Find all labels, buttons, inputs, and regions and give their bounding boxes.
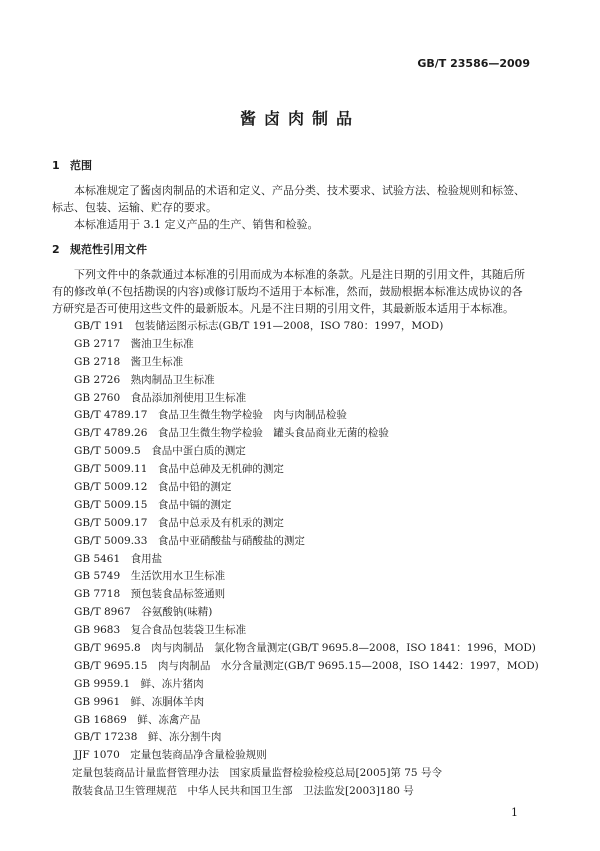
page-number: 1 [511, 806, 518, 819]
reference-item: GB/T 9695.8 肉与肉制品 氯化物含量测定(GB/T 9695.8—2008，ISO 1841：1996，MOD) [74, 642, 536, 655]
reference-item: GB/T 4789.17 食品卫生微生物学检验 肉与肉制品检验 [74, 409, 347, 422]
reference-item: GB 2760 食品添加剂使用卫生标准 [74, 391, 247, 404]
document-title: 酱卤肉制品 [239, 109, 360, 128]
scope-paragraph: 本标准规定了酱卤肉制品的术语和定义、产品分类、技术要求、试验方法、检验规则和标签、标志、包装、运输、贮存的要求。 [52, 184, 525, 214]
section-2-heading [52, 241, 147, 257]
reference-item: GB/T 4789.26 食品卫生微生物学检验 罐头食品商业无菌的检验 [74, 427, 389, 440]
reference-item: GB 2718 酱卫生标准 [74, 355, 184, 368]
reference-item: GB 9683 复合食品包装袋卫生标准 [74, 624, 247, 637]
reference-item: GB/T 5009.5 食品中蛋白质的测定 [74, 445, 246, 458]
reference-item: GB/T 5009.12 食品中铅的测定 [74, 481, 232, 494]
section-title: 范围 [70, 159, 92, 172]
reference-item: 定量包装商品计量监督管理办法 国家质量监督检验检疫总局[2005]第 75 号令 [72, 767, 442, 780]
standard-code: GB/T 23586—2009 [417, 57, 530, 70]
scope-applicability-paragraph: 本标准适用于 3.1 定义产品的生产、销售和检验。 [74, 218, 319, 231]
reference-item: GB 9959.1 鲜、冻片猪肉 [74, 677, 204, 690]
reference-item: GB/T 5009.15 食品中镉的测定 [74, 498, 232, 511]
reference-item: GB 5461 食用盐 [74, 552, 163, 565]
section-title: 规范性引用文件 [70, 243, 147, 256]
reference-item: GB/T 5009.11 食品中总砷及无机砷的测定 [74, 463, 284, 476]
section-number: 1 [52, 159, 60, 172]
references-intro-paragraph: 下列文件中的条款通过本标准的引用而成为本标准的条款。凡是注日期的引用文件，其随后所有的修改单(不包括勘误的内容)或修订版均不适用于本标准，然而，鼓励根据本标准达成协议的各方研究是否可使用这些文件的最新版本。凡是不注日期的引用文件，其最新版本适用于本标准。 [52, 268, 525, 315]
reference-item: 散装食品卫生管理规范 中华人民共和国卫生部 卫法监发[2003]180 号 [72, 785, 414, 798]
reference-item: GB 2726 熟肉制品卫生标准 [74, 373, 215, 386]
reference-item: GB/T 191 包装储运图示标志(GB/T 191—2008，ISO 780：1997，MOD) [74, 320, 444, 332]
reference-item: GB/T 5009.17 食品中总汞及有机汞的测定 [74, 516, 284, 529]
section-1-heading [52, 157, 92, 173]
reference-item: GB/T 8967 谷氨酸钠(味精) [74, 606, 213, 619]
reference-item: GB 16869 鲜、冻禽产品 [74, 713, 201, 726]
reference-item: GB/T 9695.15 肉与肉制品 水分含量测定(GB/T 9695.15—2008，ISO 1442：1997，MOD) [74, 659, 539, 672]
reference-item: GB 7718 预包装食品标签通则 [74, 588, 226, 601]
reference-list [74, 318, 539, 801]
reference-item: GB 9961 鲜、冻胴体羊肉 [74, 695, 205, 708]
reference-item: GB/T 5009.33 食品中亚硝酸盐与硝酸盐的测定 [74, 534, 305, 547]
section-number: 2 [52, 243, 60, 256]
reference-item: JJF 1070 定量包装商品净含量检验规则 [74, 749, 267, 762]
reference-item: GB 5749 生活饮用水卫生标准 [74, 570, 226, 583]
reference-item: GB/T 17238 鲜、冻分割牛肉 [74, 731, 222, 744]
reference-item: GB 2717 酱油卫生标准 [74, 337, 194, 350]
